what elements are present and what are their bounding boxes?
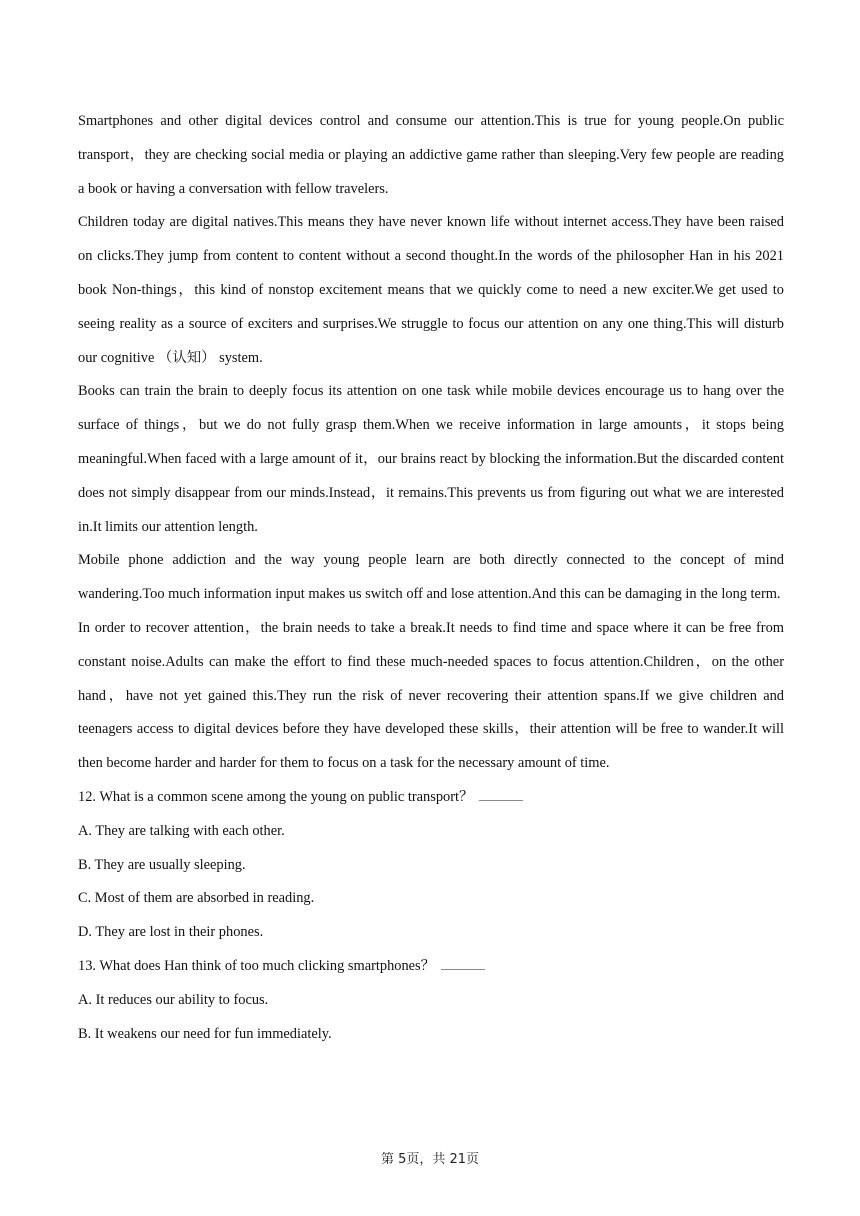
passage-paragraph-2: Children today are digital natives.This means they have never known life without internet access.They have been raised on clicks.They jump from content to content without a second thought.In the words of the philosopher Han in his 2021 book Non-things，this kind of nonstop excitement means that we quickly come to need a new exciter.We get used to seeing reality as a source of exciters and surprises.We struggle to focus our attention on any one thing.This will disturb our cognitive （认知） system. bbox=[78, 214, 784, 366]
option-a: A. It reduces our ability to focus. bbox=[78, 991, 269, 1008]
question-stem bbox=[78, 950, 784, 984]
question-13-stem-text: 13. What does Han think of too much clicking smartphones？ bbox=[78, 957, 436, 974]
option-b: B. They are usually sleeping. bbox=[78, 856, 246, 873]
passage-paragraph-4: Mobile phone addiction and the way young people learn are both directly connected to the concept of mind wandering.Too much information input makes us switch off and lose attention.And this can be damaging in the long term. bbox=[78, 552, 784, 603]
passage-paragraph-5: In order to recover attention，the brain needs to take a break.It needs to find time and space where it can be free from constant noise.Adults can make the effort to find these much-needed spaces to focus attention.Children，on the other hand，have not yet gained this.They run the risk of never recovering their attention spans.If we give children and teenagers access to digital devices before they have developed these skills，their attention will be free to wander.It will then become harder and harder for them to focus on a task for the necessary amount of time. bbox=[78, 619, 784, 772]
option-b: B. It weakens our need for fun immediately. bbox=[78, 1025, 332, 1042]
option-c: C. Most of them are absorbed in reading. bbox=[78, 890, 315, 907]
option-d: D. They are lost in their phones. bbox=[78, 924, 264, 941]
passage-paragraph-1: Smartphones and other digital devices control and consume our attention.This is true for young people.On public transport，they are checking social media or playing an addictive game rather than sleeping.Very few people are reading a book or having a conversation with fellow travelers. bbox=[78, 113, 784, 197]
question-12 bbox=[78, 781, 784, 950]
answer-blank[interactable] bbox=[441, 957, 485, 970]
question-stem bbox=[78, 781, 784, 815]
answer-blank[interactable] bbox=[479, 788, 523, 801]
question-13 bbox=[78, 950, 784, 1051]
question-12-stem-text: 12. What is a common scene among the young on public transport？ bbox=[78, 788, 474, 805]
page-footer: 第 5页，共 21页 bbox=[380, 1152, 480, 1167]
option-a: A. They are talking with each other. bbox=[78, 822, 285, 839]
passage-paragraph-3: Books can train the brain to deeply focus its attention on one task while mobile devices encourage us to hang over the surface of things，but we do not fully grasp them.When we receive information in large amounts，it stops being meaningful.When faced with a large amount of it，our brains react by blocking the information.But the discarded content does not simply disappear from our minds.Instead，it remains.This prevents us from figuring out what we are interested in.It limits our attention length. bbox=[78, 383, 784, 535]
document-body bbox=[78, 105, 784, 1051]
